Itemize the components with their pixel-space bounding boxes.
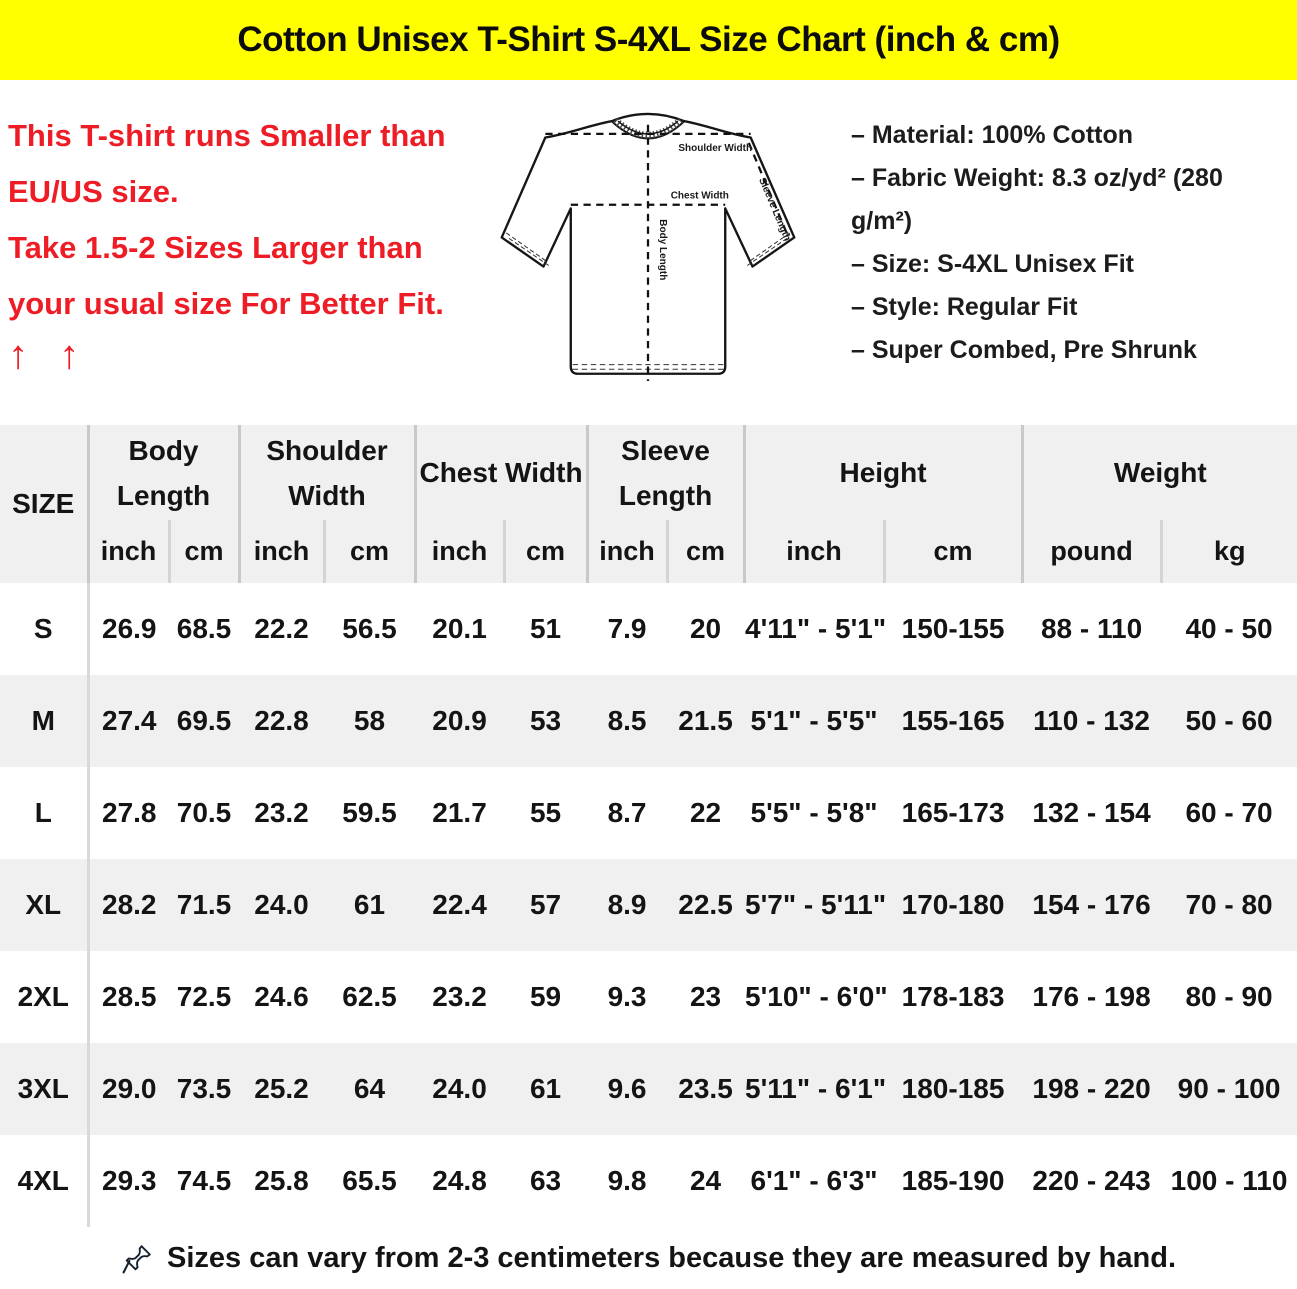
table-cell: 61 xyxy=(529,1073,562,1104)
table-cell: 65.5 xyxy=(342,1165,397,1196)
spec-item: – Size: S-4XL Unisex Fit xyxy=(851,250,1134,278)
table-cell: 20 xyxy=(689,613,722,644)
unit-header: inch xyxy=(415,520,504,583)
table-cell: 5'10" - 6'0" xyxy=(745,981,888,1012)
tshirt-diagram xyxy=(475,80,821,425)
table-cell: 56.5 xyxy=(342,613,397,644)
table-cell: 6'1" - 6'3" xyxy=(750,1165,878,1196)
table-cell: 29.0 xyxy=(102,1073,157,1104)
table-cell: 20.1 xyxy=(432,613,487,644)
table-cell: 70.5 xyxy=(176,797,232,828)
table-cell: 22.8 xyxy=(254,705,309,736)
size-label: S xyxy=(0,583,88,675)
table-cell: 5'1" - 5'5" xyxy=(750,705,878,736)
unit-header: cm xyxy=(504,520,587,583)
unit-header: pound xyxy=(1022,520,1161,583)
table-cell: 5'11" - 6'1" xyxy=(745,1073,887,1104)
table-cell: 165-173 xyxy=(901,797,1005,828)
table-cell: 61 xyxy=(353,889,386,920)
unit-header: inch xyxy=(88,520,169,583)
table-cell: 220 - 243 xyxy=(1032,1165,1151,1196)
footer-text: Sizes can vary from 2-3 centimeters because they are measured by hand. xyxy=(166,1241,1176,1274)
size-label: XL xyxy=(0,859,88,951)
chest-width-label: Chest Width xyxy=(670,190,729,202)
table-cell: 40 - 50 xyxy=(1185,613,1273,644)
table-cell: 74.5 xyxy=(176,1165,232,1196)
table-cell: 25.8 xyxy=(254,1165,309,1196)
table-cell: 70 - 80 xyxy=(1185,889,1273,920)
table-cell: 90 - 100 xyxy=(1177,1073,1281,1104)
fit-notice xyxy=(0,80,475,425)
table-row xyxy=(0,859,1297,951)
table-cell: 68.5 xyxy=(176,613,232,644)
group-header-weight: Weight xyxy=(1022,425,1297,520)
table-cell: 23.2 xyxy=(432,981,487,1012)
size-label: L xyxy=(0,767,88,859)
table-row xyxy=(0,767,1297,859)
unit-header: cm xyxy=(667,520,744,583)
table-cell: 9.8 xyxy=(607,1165,647,1196)
table-cell: 150-155 xyxy=(901,613,1005,644)
unit-header: cm xyxy=(169,520,239,583)
unit-header: inch xyxy=(744,520,884,583)
table-header xyxy=(0,425,1297,583)
shoulder-width-label: Shoulder Width xyxy=(678,143,752,155)
info-section xyxy=(0,80,1297,425)
table-cell: 22.4 xyxy=(432,889,487,920)
table-cell: 22.5 xyxy=(678,889,733,920)
unit-header: kg xyxy=(1161,520,1297,583)
spec-item: – Style: Regular Fit xyxy=(851,293,1078,321)
table-cell: 23.5 xyxy=(678,1073,733,1104)
group-header-height: Height xyxy=(744,425,1022,520)
table-cell: 8.5 xyxy=(607,705,647,736)
table-cell: 180-185 xyxy=(901,1073,1005,1104)
unit-header: inch xyxy=(587,520,667,583)
table-cell: 55 xyxy=(529,797,562,828)
table-cell: 59 xyxy=(529,981,562,1012)
table-cell: 24.6 xyxy=(254,981,309,1012)
pushpin-icon xyxy=(121,1243,153,1275)
body-length-label: Body Length xyxy=(656,219,668,281)
table-cell: 50 - 60 xyxy=(1185,705,1273,736)
table-cell: 9.3 xyxy=(607,981,647,1012)
table-cell: 24.8 xyxy=(432,1165,487,1196)
table-cell: 5'7" - 5'11" xyxy=(745,889,887,920)
table-cell: 57 xyxy=(529,889,562,920)
group-header-chest-width: Chest Width xyxy=(415,425,587,520)
table-cell: 24.0 xyxy=(432,1073,487,1104)
table-cell: 24.0 xyxy=(254,889,309,920)
table-row xyxy=(0,583,1297,675)
table-cell: 8.7 xyxy=(607,797,647,828)
table-cell: 53 xyxy=(529,705,562,736)
table-cell: 100 - 110 xyxy=(1170,1165,1288,1196)
table-cell: 4'11" - 5'1" xyxy=(745,613,887,644)
table-cell: 62.5 xyxy=(342,981,397,1012)
fit-notice-lines xyxy=(8,108,475,332)
table-cell: 132 - 154 xyxy=(1032,797,1151,828)
size-label: 2XL xyxy=(0,951,88,1043)
size-table xyxy=(0,425,1297,1227)
size-label: 4XL xyxy=(0,1135,88,1227)
size-label: 3XL xyxy=(0,1043,88,1135)
table-cell: 27.8 xyxy=(102,797,157,828)
table-cell: 22 xyxy=(689,797,722,828)
table-cell: 21.5 xyxy=(678,705,733,736)
unit-header: inch xyxy=(239,520,324,583)
notice-line: Take 1.5-2 Sizes Larger than xyxy=(8,230,423,265)
table-cell: 80 - 90 xyxy=(1185,981,1273,1012)
table-cell: 69.5 xyxy=(176,705,232,736)
table-row xyxy=(0,951,1297,1043)
table-cell: 7.9 xyxy=(607,613,647,644)
table-cell: 26.9 xyxy=(102,613,157,644)
table-row xyxy=(0,1135,1297,1227)
product-specs xyxy=(821,80,1297,425)
page-title: Cotton Unisex T-Shirt S-4XL Size Chart (inch & cm) xyxy=(237,20,1060,59)
table-cell: 154 - 176 xyxy=(1032,889,1151,920)
notice-line: EU/US size. xyxy=(8,174,179,209)
group-header-shoulder-width: Shoulder Width xyxy=(239,425,415,520)
table-cell: 185-190 xyxy=(901,1165,1005,1196)
table-cell: 5'5" - 5'8" xyxy=(750,797,878,828)
table-cell: 20.9 xyxy=(432,705,487,736)
size-column-header: SIZE xyxy=(0,425,88,583)
unit-header: cm xyxy=(324,520,415,583)
unit-header: cm xyxy=(884,520,1022,583)
table-cell: 178-183 xyxy=(901,981,1005,1012)
table-cell: 27.4 xyxy=(102,705,157,736)
spec-item: – Fabric Weight: 8.3 oz/yd² (280 g/m²) xyxy=(851,164,1223,235)
table-cell: 58 xyxy=(353,705,386,736)
table-cell: 198 - 220 xyxy=(1032,1073,1151,1104)
table-cell: 110 - 132 xyxy=(1033,705,1150,736)
table-cell: 29.3 xyxy=(102,1165,157,1196)
table-cell: 88 - 110 xyxy=(1040,613,1143,644)
table-cell: 155-165 xyxy=(901,705,1005,736)
table-cell: 23 xyxy=(689,981,722,1012)
notice-line: your usual size For Better Fit. xyxy=(8,286,444,321)
table-cell: 24 xyxy=(689,1165,722,1196)
group-header-sleeve-length: Sleeve Length xyxy=(587,425,744,520)
table-cell: 21.7 xyxy=(432,797,487,828)
table-cell: 72.5 xyxy=(176,981,232,1012)
table-cell: 25.2 xyxy=(254,1073,309,1104)
spec-item: – Material: 100% Cotton xyxy=(851,121,1134,149)
table-cell: 60 - 70 xyxy=(1185,797,1273,828)
table-cell: 28.5 xyxy=(102,981,157,1012)
table-cell: 64 xyxy=(353,1073,386,1104)
table-cell: 73.5 xyxy=(176,1073,232,1104)
footer-note xyxy=(0,1227,1297,1289)
table-cell: 51 xyxy=(529,613,562,644)
spec-item: – Super Combed, Pre Shrunk xyxy=(851,336,1197,364)
table-cell: 9.6 xyxy=(607,1073,647,1104)
group-header-body-length: Body Length xyxy=(88,425,239,520)
table-cell: 22.2 xyxy=(254,613,309,644)
up-arrows: ↑ ↑ xyxy=(8,333,90,377)
table-row xyxy=(0,1043,1297,1135)
notice-line: This T-shirt runs Smaller than xyxy=(8,118,446,153)
table-cell: 23.2 xyxy=(254,797,309,828)
table-body xyxy=(0,583,1297,1227)
table-cell: 63 xyxy=(529,1165,562,1196)
title-banner xyxy=(0,0,1297,80)
table-cell: 71.5 xyxy=(176,889,232,920)
size-label: M xyxy=(0,675,88,767)
table-cell: 170-180 xyxy=(901,889,1005,920)
table-row xyxy=(0,675,1297,767)
table-cell: 176 - 198 xyxy=(1032,981,1151,1012)
table-cell: 8.9 xyxy=(607,889,647,920)
tshirt-measurement-drawing xyxy=(489,84,807,420)
sleeve-length-label: Sleeve Length xyxy=(755,176,793,243)
table-cell: 59.5 xyxy=(342,797,397,828)
table-cell: 28.2 xyxy=(102,889,157,920)
